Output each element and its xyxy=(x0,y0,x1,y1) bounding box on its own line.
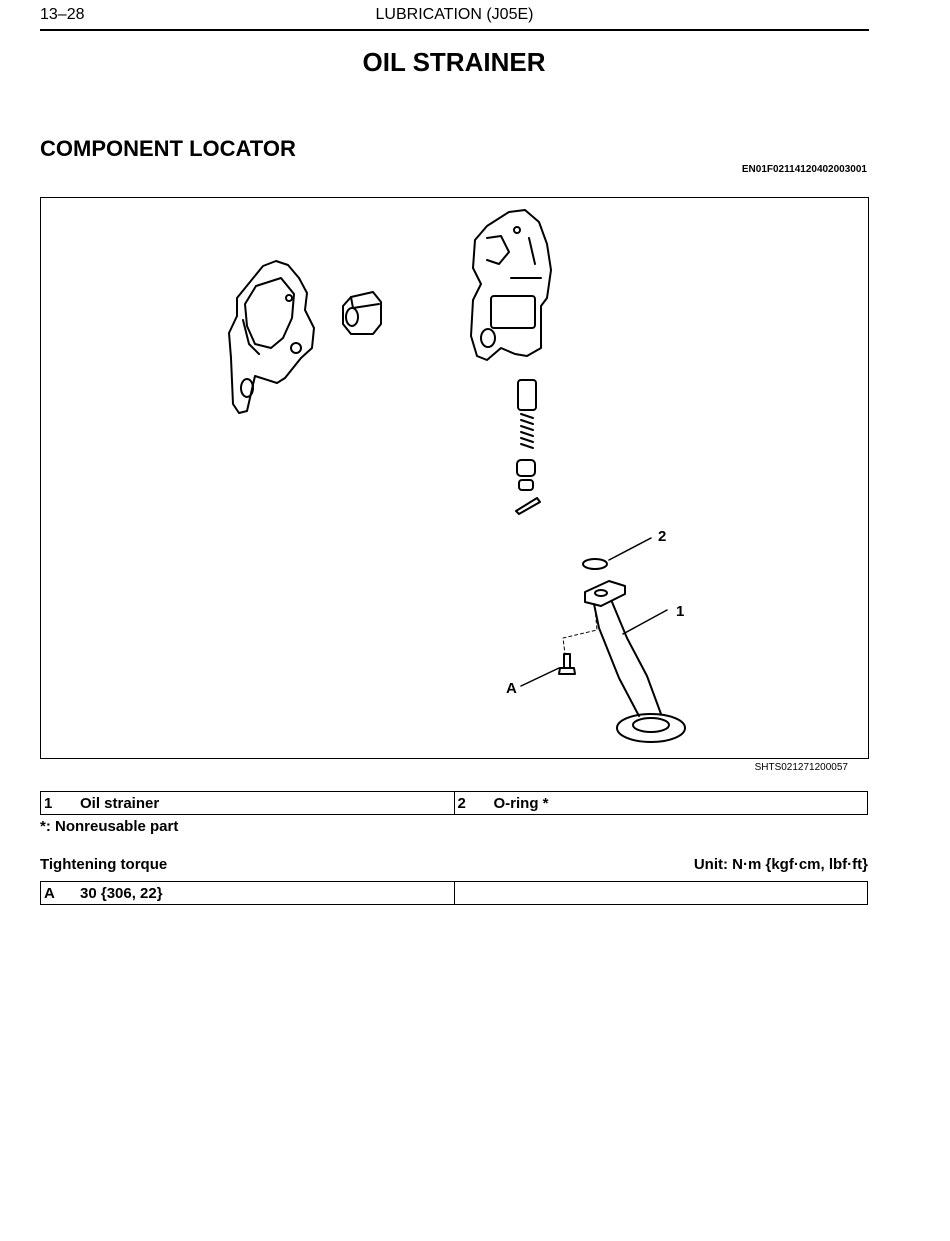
torque-ref: A xyxy=(44,884,55,902)
oil-strainer-drawing xyxy=(585,581,685,742)
bolt-drawing xyxy=(521,608,597,686)
component-figure xyxy=(40,197,869,759)
part-cell xyxy=(454,792,868,815)
o-ring-drawing xyxy=(583,538,651,569)
parts-table xyxy=(40,791,868,815)
part-name: O-ring * xyxy=(493,794,549,812)
gasket-drawing xyxy=(229,261,314,413)
part-number: 1 xyxy=(44,794,53,812)
table-row xyxy=(41,882,868,905)
torque-heading: Tightening torque xyxy=(40,856,168,873)
rotor-drawing xyxy=(343,292,381,334)
torque-cell xyxy=(41,882,455,905)
pump-body-drawing xyxy=(471,210,551,360)
page-title: OIL STRAINER xyxy=(362,47,546,77)
figure-code: SHTS021271200057 xyxy=(754,762,848,773)
part-number: 2 xyxy=(457,794,466,812)
page-header xyxy=(40,4,869,31)
table-row xyxy=(41,792,868,815)
torque-table xyxy=(40,881,868,905)
callout-2: 2 xyxy=(658,528,667,545)
callout-1: 1 xyxy=(676,603,685,620)
running-title: LUBRICATION (J05E) xyxy=(375,6,534,23)
empty-cell xyxy=(454,882,868,905)
part-name: Oil strainer xyxy=(80,794,160,812)
section-title: COMPONENT LOCATOR xyxy=(40,136,296,161)
nonreusable-note: *: Nonreusable part xyxy=(40,818,179,835)
torque-value: 30 {306, 22} xyxy=(80,884,163,902)
torque-unit: Unit: N·m {kgf·cm, lbf·ft} xyxy=(693,856,868,873)
section-code: EN01F02114120402003001 xyxy=(741,164,867,175)
callout-a: A xyxy=(506,680,517,697)
part-cell xyxy=(41,792,455,815)
page-number: 13–28 xyxy=(40,6,85,23)
relief-valve-drawing xyxy=(516,380,540,514)
